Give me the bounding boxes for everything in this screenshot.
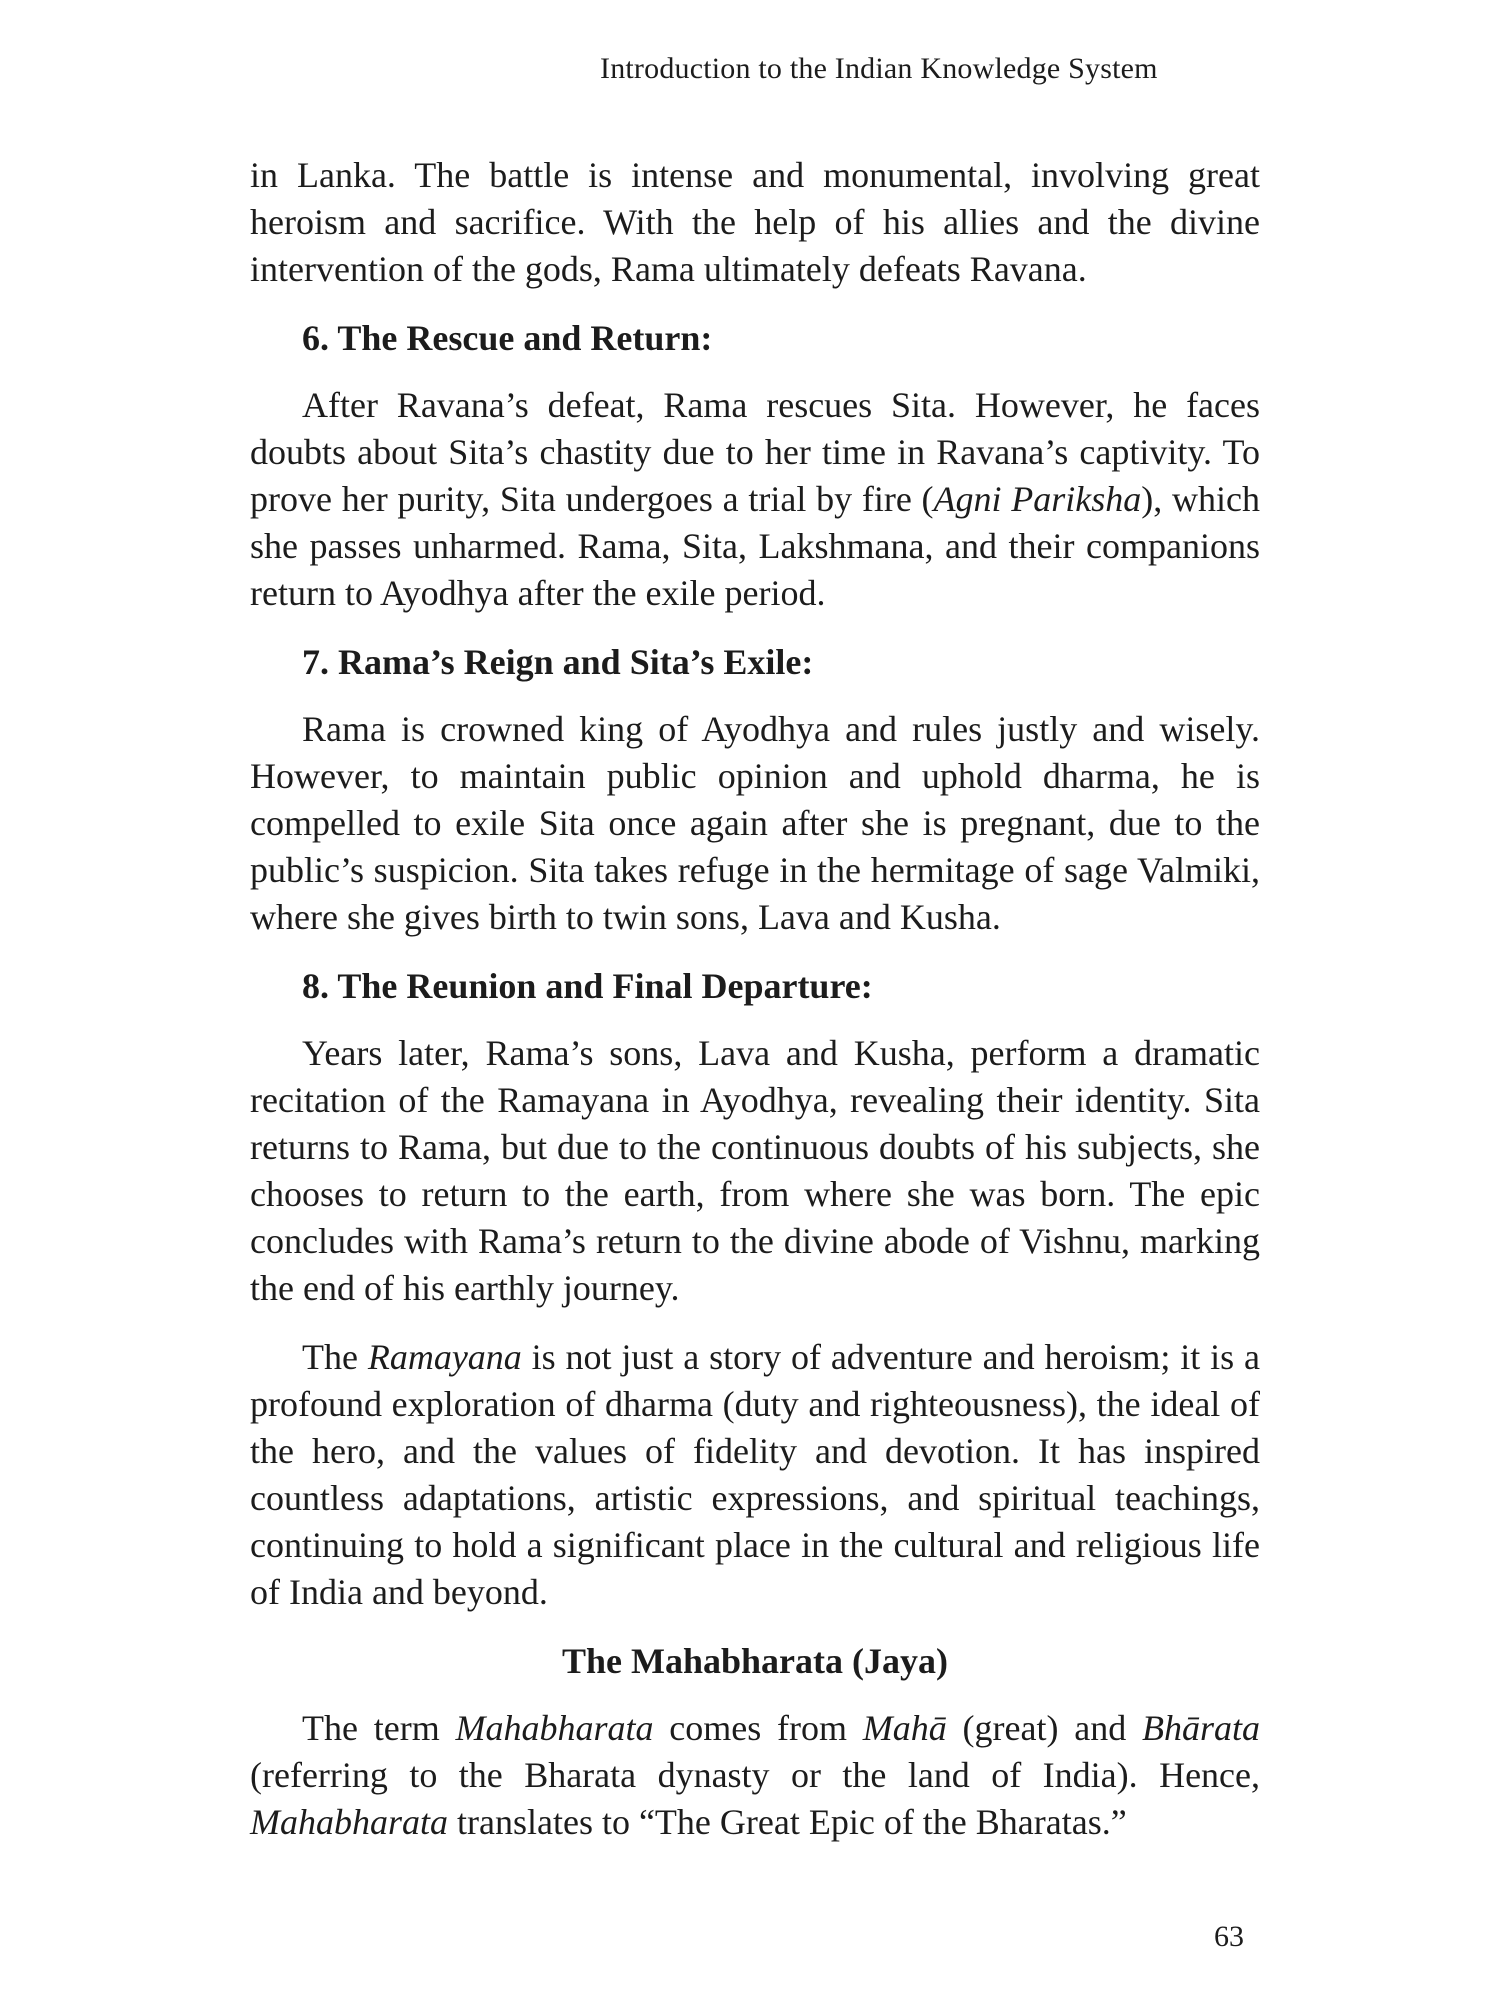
paragraph-ramayana-significance: The Ramayana is not just a story of adventure and heroism; it is a profound exploration of dharma (duty and righteousness), the ideal of the hero, and the values of fidelity and devotion. It has inspired countless adaptations, artistic expressions, and spiritual teachings, continuing to hold a significant place in the cultural and religious life of India and beyond.	[250, 1337, 1261, 1612]
heading-rescue-and-return: 6. The Rescue and Return:	[302, 318, 713, 358]
term-ramayana: Ramayana	[367, 1337, 522, 1377]
term-mahabharata-2: Mahabharata	[250, 1802, 448, 1842]
term-mahabharata: Mahabharata	[455, 1708, 654, 1748]
term-maha: Mahā	[862, 1708, 947, 1748]
page-number: 63	[1214, 1920, 1244, 1953]
section-heading-mahabharata: The Mahabharata (Jaya)	[562, 1641, 948, 1681]
paragraph-reign-and-exile: Rama is crowned king of Ayodhya and rules justly and wisely. However, to maintain public opinion and uphold dharma, he is compelled to exile Sita once again after she is pregnant, due to the public’s suspicion. Sita takes refuge in the hermitage of sage Valmiki, where she gives birth to twin sons, Lava and Kusha.	[250, 709, 1260, 937]
running-header: Introduction to the Indian Knowledge System	[600, 52, 1158, 85]
paragraph-rescue-and-return: After Ravana’s defeat, Rama rescues Sita. However, he faces doubts about Sita’s chastity due to her time in Ravana’s captivity. To prove her purity, Sita undergoes a trial by fire (Agni Pariksha), which she passes unharmed. Rama, Sita, Lakshmana, and their companions return to Ayodhya after the exile period.	[250, 385, 1260, 613]
heading-reign-and-exile: 7. Rama’s Reign and Sita’s Exile:	[302, 642, 814, 682]
paragraph-reunion-and-departure: Years later, Rama’s sons, Lava and Kusha, perform a dramatic recitation of the Ramayana in Ayodhya, revealing their identity. Sita returns to Rama, but due to the continuous doubts of his subjects, she chooses to return to the earth, from where she was born. The epic concludes with Rama’s return to the divine abode of Vishnu, marking the end of his earthly journey.	[250, 1033, 1260, 1308]
term-bharata: Bhārata	[1141, 1708, 1260, 1748]
heading-reunion-and-departure: 8. The Reunion and Final Departure:	[302, 966, 873, 1006]
paragraph-battle-conclusion: in Lanka. The battle is intense and monumental, involving great heroism and sacrifice. With the help of his allies and the divine intervention of the gods, Rama ultimately defeats Ravana.	[250, 155, 1260, 289]
term-agni-pariksha: Agni Pariksha	[933, 479, 1142, 519]
paragraph-mahabharata-etymology: The term Mahabharata comes from Mahā (great) and Bhārata (referring to the Bharata dynasty or the land of India). Hence, Mahabharata translates to “The Great Epic of the Bharatas.”	[250, 1708, 1260, 1842]
page-body	[250, 152, 1260, 1868]
